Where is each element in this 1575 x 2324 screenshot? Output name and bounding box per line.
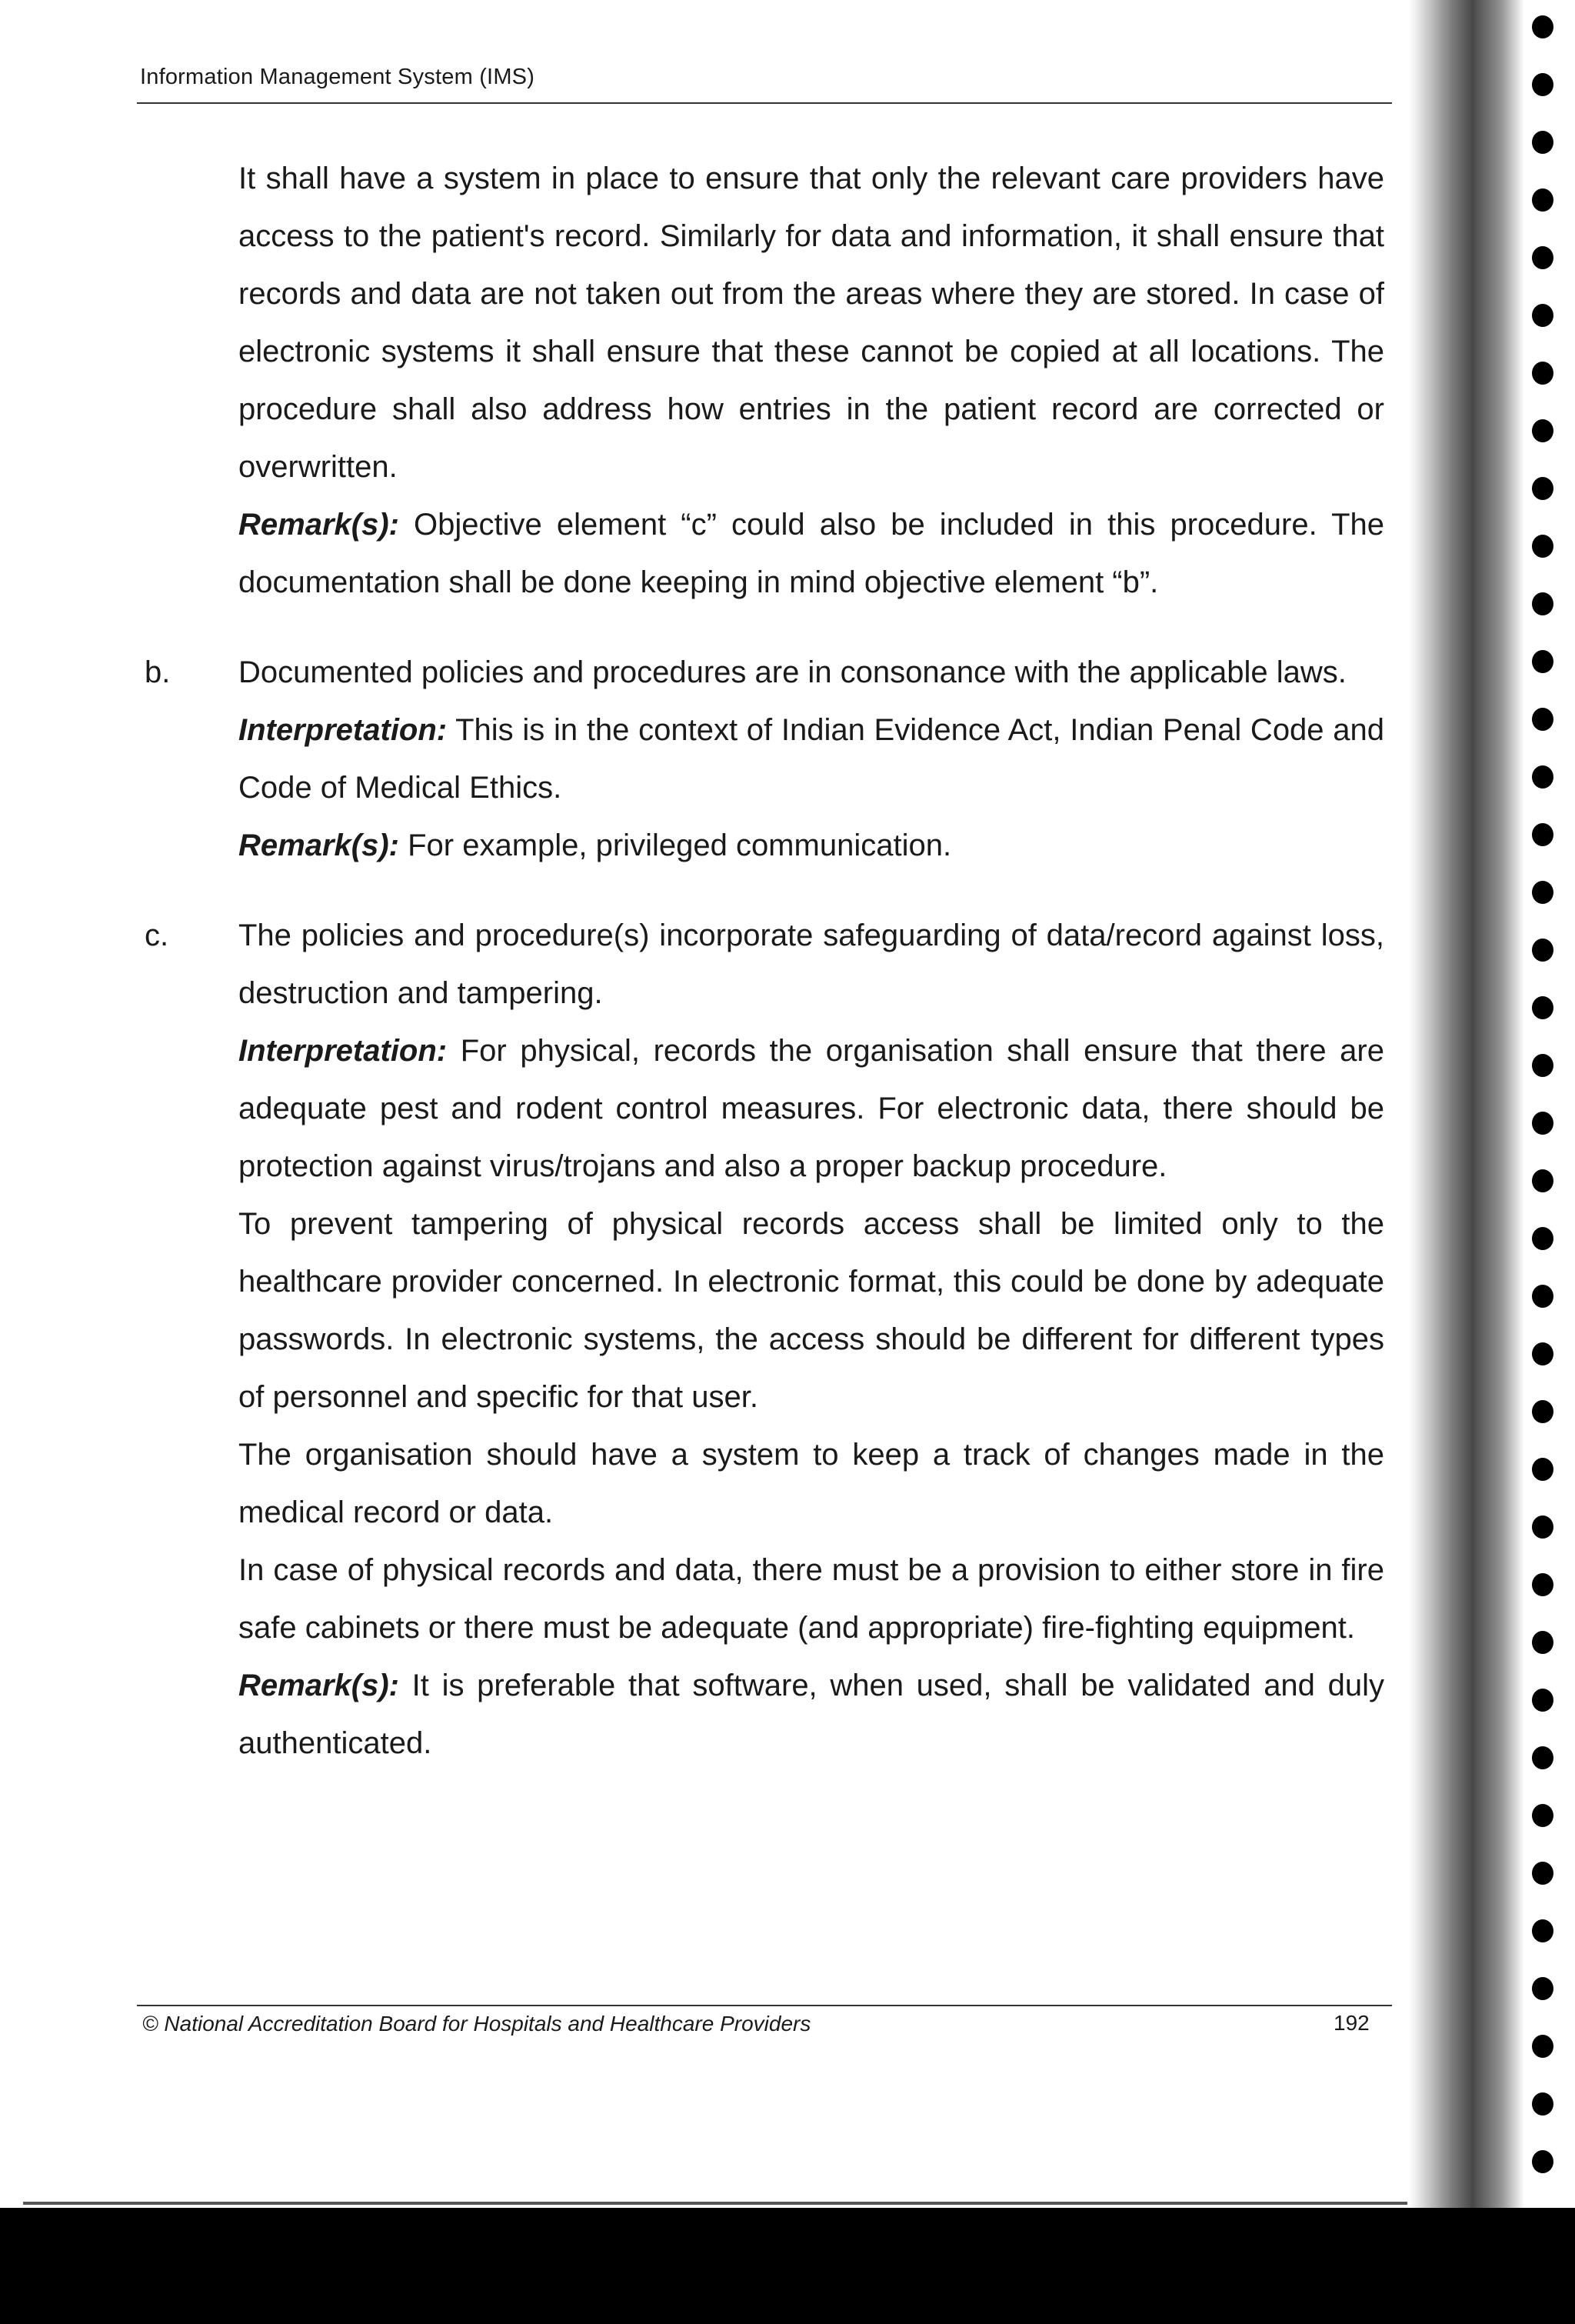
binding-hole — [1532, 1573, 1553, 1596]
binding-hole — [1532, 650, 1553, 673]
remark-label: Remark(s): — [238, 1669, 399, 1702]
binding-hole — [1532, 304, 1553, 327]
binding-hole — [1532, 1919, 1553, 1942]
remark-text: It is preferable that software, when used, shall be validated and duly authenticated. — [238, 1669, 1384, 1760]
binding-hole — [1532, 1054, 1553, 1077]
item-b — [138, 644, 1384, 875]
item-interpretation — [238, 702, 1384, 817]
binding-hole — [1532, 1631, 1553, 1654]
interpretation-label: Interpretation: — [238, 713, 448, 747]
binding-hole — [1532, 881, 1553, 904]
item-text: The policies and procedure(s) incorporate safeguarding of data/record against loss, destruction and tampering. — [238, 919, 1384, 1010]
binding-hole — [1532, 1804, 1553, 1827]
binding-hole — [1532, 1862, 1553, 1885]
binding-hole — [1532, 708, 1553, 731]
item-label: b. — [145, 655, 171, 689]
binding-hole — [1532, 477, 1553, 500]
binding-hole — [1532, 1515, 1553, 1539]
binding-hole — [1532, 939, 1553, 962]
binding-hole — [1532, 2150, 1553, 2173]
item-remark — [238, 817, 1384, 875]
page-number: 192 — [1334, 2011, 1370, 2035]
item-label: c. — [145, 919, 169, 952]
item-c — [138, 907, 1384, 1772]
remark-text: Objective element “c” could also be included in this procedure. The documentation shall be done keeping in mind objective element “b”. — [238, 508, 1384, 599]
interpretation-text: This is in the context of Indian Evidence Act, Indian Penal Code and Code of Medical Ethics. — [238, 713, 1384, 805]
footer-rule — [137, 2005, 1392, 2006]
binding-hole — [1532, 1169, 1553, 1192]
binding-hole — [1532, 419, 1553, 442]
remark-label: Remark(s): — [238, 829, 399, 862]
item-interpretation — [238, 1022, 1384, 1195]
binding-hole — [1532, 1746, 1553, 1769]
binding-hole — [1532, 131, 1553, 154]
binding-hole — [1532, 1689, 1553, 1712]
binding-hole — [1532, 535, 1553, 558]
binding-hole — [1532, 1285, 1553, 1308]
page-content — [138, 150, 1384, 1772]
intro-remark — [238, 496, 1384, 612]
item-text: Documented policies and procedures are in consonance with the applicable laws. — [238, 655, 1347, 689]
binding-hole — [1532, 362, 1553, 385]
spiral-binding-strip — [1409, 0, 1524, 2208]
binding-hole — [1532, 592, 1553, 615]
binding-hole — [1532, 1227, 1553, 1250]
binding-hole — [1532, 996, 1553, 1019]
binding-hole — [1532, 246, 1553, 269]
page-header-title: Information Management System (IMS) — [140, 65, 535, 89]
binding-hole — [1532, 188, 1553, 212]
remark-text: For example, privileged communication. — [398, 829, 952, 862]
binding-hole — [1532, 73, 1553, 96]
binding-holes — [1532, 15, 1563, 2200]
intro-paragraph: It shall have a system in place to ensure that only the relevant care providers have access to the patient's record. Similarly for data and information, it shall ensure that records and data are not taken out from the areas where they are stored. In case of electronic systems it shall ensure that these cannot be copied at all locations. The procedure shall also address how entries in the patient record are corrected or overwritten. — [238, 162, 1384, 484]
binding-hole — [1532, 765, 1553, 789]
item-paragraph: To prevent tampering of physical records access shall be limited only to the healthcare provider concerned. In electronic format, this could be done by adequate passwords. In electronic systems, the access should be different for different types of personnel and specific for that user. — [238, 1207, 1384, 1414]
interpretation-text: For physical, records the organisation shall ensure that there are adequate pest and rodent control measures. For electronic data, there should be protection against virus/trojans and also a proper backup procedure. — [238, 1034, 1384, 1183]
footer-copyright: © National Accreditation Board for Hospitals and Healthcare Providers — [142, 2012, 811, 2036]
binding-hole — [1532, 1977, 1553, 2000]
remark-label: Remark(s): — [238, 508, 399, 542]
item-remark — [238, 1657, 1384, 1772]
item-paragraph: The organisation should have a system to keep a track of changes made in the medical record or data. — [238, 1438, 1384, 1529]
binding-hole — [1532, 1112, 1553, 1135]
binding-hole — [1532, 2035, 1553, 2058]
binding-hole — [1532, 1400, 1553, 1423]
binding-hole — [1532, 1342, 1553, 1365]
binding-hole — [1532, 1458, 1553, 1481]
binding-hole — [1532, 15, 1553, 38]
binding-hole — [1532, 2092, 1553, 2116]
interpretation-label: Interpretation: — [238, 1034, 448, 1068]
binding-hole — [1532, 823, 1553, 846]
intro-block — [138, 150, 1384, 612]
item-paragraph: In case of physical records and data, there must be a provision to either store in fire safe cabinets or there must be adequate (and appropriate) fire-fighting equipment. — [238, 1553, 1384, 1645]
header-rule — [137, 102, 1392, 104]
scan-edge-line — [23, 2202, 1407, 2205]
scan-bottom-band — [0, 2208, 1575, 2324]
